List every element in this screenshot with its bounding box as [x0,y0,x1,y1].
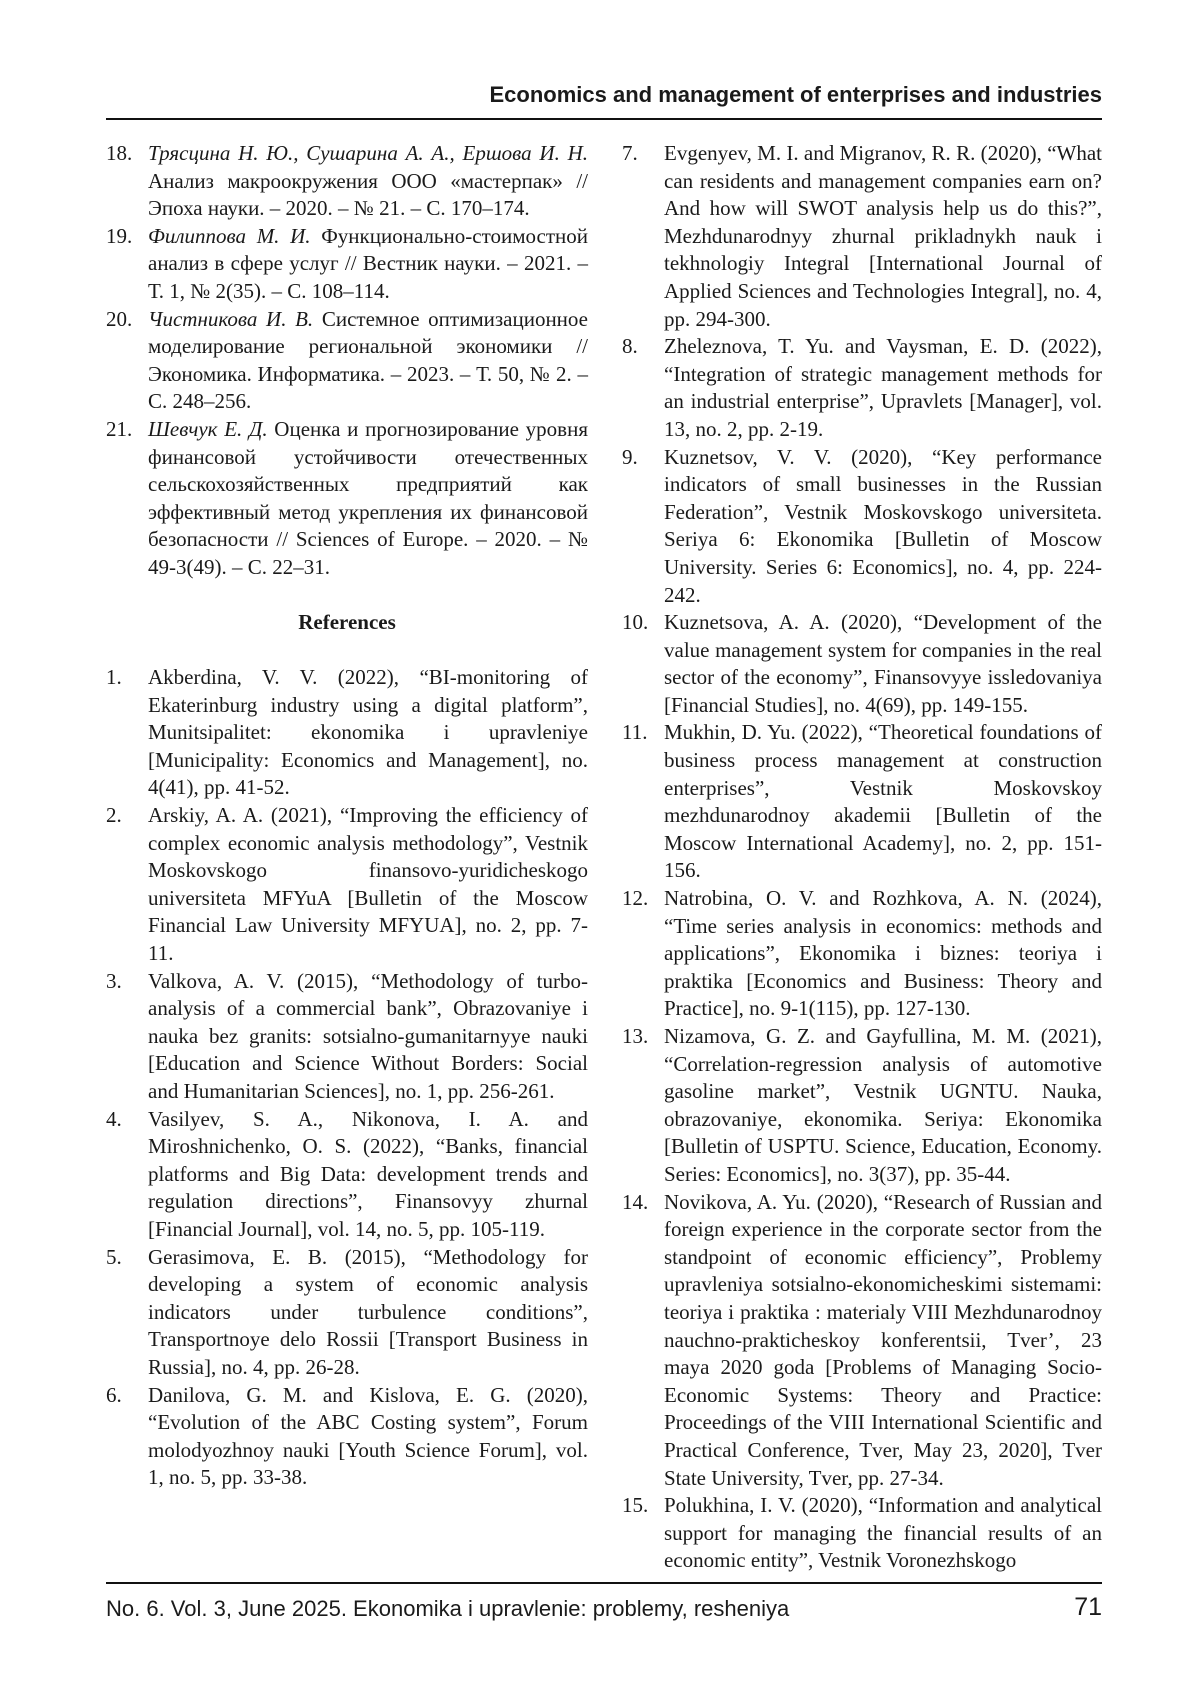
reference-number: 15. [622,1493,649,1518]
reference-number: 11. [622,720,648,745]
reference-number: 12. [622,886,649,911]
reference-body: Оценка и прогнозирование уровня финансовой устойчивости отечественных сельскохозяйственных предприятий как эффективный метод укрепления их финансовой безопасности // Sciences of Europe. – 2020. – № 49-3(49). – С. 22–31. [148,416,588,579]
reference-item [106,306,588,416]
reference-item [106,1244,588,1382]
reference-text: Arskiy, A. A. (2021), “Improving the efficiency of complex economic analysis methodology”, Vestnik Moskovskogo finansovo-yuridicheskogo universiteta MFYuA [Bulletin of the Moscow Financial Law University MFYUA], no. 2, pp. 7-11. [148,803,588,966]
running-header: Economics and management of enterprises and industries [106,82,1102,120]
reference-item [622,444,1102,610]
reference-item [622,719,1102,885]
reference-item [622,885,1102,1023]
reference-number: 3. [106,968,122,993]
reference-text: Novikova, A. Yu. (2020), “Research of Russian and foreign experience in the corporate sector from the standpoint of economic efficiency”, Problemy upravleniya sotsialno-ekonomicheskimi sistemami: teoriya i praktika : materialy VIII Mezhdunarodnoy nauchno-prakticheskoy konferentsii, Tver’, 23 maya 2020 goda [Problems of Managing Socio-Economic Systems: Theory and Practice: Proceedings of the VIII International Scientific and Practical Conference, Tver, May 23, 2020], Tver State University, Tver, pp. 27-34. [664,1189,1102,1490]
reference-number: 10. [622,610,649,635]
reference-text: Zheleznova, T. Yu. and Vaysman, E. D. (2022), “Integration of strategic management methods for an industrial enterprise”, Upravlets [Manager], vol. 13, no. 2, pp. 2-19. [664,334,1102,441]
reference-authors: Филиппова М. И. [148,223,311,248]
reference-number: 4. [106,1106,122,1131]
reference-number: 13. [622,1024,649,1048]
reference-number: 2. [106,803,122,828]
reference-item [106,664,588,802]
reference-number: 20. [106,306,133,331]
page-number: 71 [1074,1593,1102,1621]
reference-number: 14. [622,1189,649,1214]
reference-text: Polukhina, I. V. (2020), “Information and analytical support for managing the financial results of an economic entity”, Vestnik Voronezhskogo [664,1493,1102,1573]
reference-number: 5. [106,1244,122,1269]
reference-item [106,223,588,306]
reference-number: 18. [106,141,133,165]
reference-text: Natrobina, O. V. and Rozhkova, A. N. (2024), “Time series analysis in economics: methods and applications”, Ekonomika i biznes: teoriya i praktika [Economics and Business: Theory and Practice], no. 9-1(115), pp. 127-130. [664,886,1102,1021]
reference-text: Mukhin, D. Yu. (2022), “Theoretical foundations of business process management at construction enterprises”, Vestnik Moskovskoy mezhdunarodnoy akademii [Bulletin of the Moscow International Academy], no. 2, pp. 151-156. [664,720,1102,883]
reference-text: Evgenyev, M. I. and Migranov, R. R. (2020), “What can residents and management companies earn on? And how will SWOT analysis help us do this?”, Mezhdunarodnyy zhurnal prikladnykh nauk i tekhnologiy Integral [International Journal of Applied Sciences and Technologies Integral], no. 4, pp. 294-300. [664,141,1102,331]
reference-item [622,1023,1102,1189]
reference-item [622,140,1102,333]
reference-number: 7. [622,141,638,165]
reference-authors: Трясцина Н. Ю., Сушарина А. А., Ершова И. Н. [148,141,588,165]
right-column [622,140,1102,1575]
russian-reference-list [106,140,588,582]
english-reference-list-left [106,664,588,1492]
left-column [106,140,588,1492]
reference-number: 6. [106,1382,122,1407]
reference-body: Функционально-стоимостной анализ в сфере услуг // Вестник науки. – 2021. – Т. 1, № 2(35). – С. 108–114. [148,223,588,303]
reference-text: Valkova, A. V. (2015), “Methodology of turbo-analysis of a commercial bank”, Obrazovaniye i nauka bez granits: sotsialno-gumanitarnyye nauki [Education and Science Without Borders: Social and Humanitarian Sciences], no. 1, pp. 256-261. [148,968,588,1103]
reference-number: 21. [106,416,133,441]
reference-item [106,416,588,582]
reference-authors: Шевчук Е. Д. [148,416,268,441]
reference-body: Системное оптимизационное моделирование региональной экономики // Экономика. Информатика. – 2023. – Т. 50, № 2. – С. 248–256. [148,306,588,414]
footer-journal-line: No. 6. Vol. 3, June 2025. Ekonomika i upravlenie: problemy, resheniya [106,1596,790,1621]
reference-authors: Чистникова И. В. [148,306,314,331]
reference-item [106,968,588,1106]
reference-item [622,333,1102,443]
reference-item [106,802,588,968]
reference-text: Akberdina, V. V. (2022), “BI-monitoring of Ekaterinburg industry using a digital platform”, Munitsipalitet: ekonomika i upravleniye [Municipality: Economics and Management], no. 4(41), pp. 41-52. [148,665,588,800]
reference-item [622,1189,1102,1493]
reference-text: Danilova, G. M. and Kislova, E. G. (2020), “Evolution of the ABC Costing system”, Forum molodyozhnoy nauki [Youth Science Forum], vol. 1, no. 5, pp. 33-38. [148,1382,588,1490]
reference-text: Gerasimova, E. B. (2015), “Methodology for developing a system of economic analysis indicators under turbulence conditions”, Transportnoye delo Rossii [Transport Business in Russia], no. 4, pp. 26-28. [148,1244,588,1379]
reference-text: Kuznetsov, V. V. (2020), “Key performance indicators of small businesses in the Russian Federation”, Vestnik Moskovskogo universiteta. Seriya 6: Ekonomika [Bulletin of Moscow University. Series 6: Economics], no. 4, pp. 224-242. [664,444,1102,607]
reference-number: 9. [622,444,638,469]
reference-item [622,609,1102,719]
reference-text [148,223,588,306]
reference-item [622,1492,1102,1575]
footer-rule [106,1582,1102,1584]
english-reference-list-right [622,140,1102,1575]
reference-number: 8. [622,334,638,359]
reference-text: Vasilyev, S. A., Nikonova, I. A. and Miroshnichenko, O. S. (2022), “Banks, financial platforms and Big Data: development trends and regulation directions”, Finansovyy zhurnal [Financial Journal], vol. 14, no. 5, pp. 105-119. [148,1106,588,1241]
reference-item [106,1382,588,1492]
reference-item [106,140,588,223]
references-heading: References [298,609,396,634]
reference-text: Nizamova, G. Z. and Gayfullina, M. M. (2021), “Correlation-regression analysis of automotive gasoline market”, Vestnik UGNTU. Nauka, obrazovaniye, ekonomika. Seriya: Ekonomika [Bulletin of USPTU. Science, Education, Economy. Series: Economics], no. 3(37), pp. 35-44. [664,1024,1102,1186]
reference-text [148,416,588,582]
reference-number: 19. [106,223,133,248]
reference-text: Kuznetsova, A. A. (2020), “Development of the value management system for companies in the real sector of the economy”, Finansovyye issledovaniya [Financial Studies], no. 4(69), pp. 149-155. [664,610,1102,717]
reference-item [106,1106,588,1244]
reference-text [148,306,588,416]
reference-body: Анализ макроокружения ООО «мастерпак» // Эпоха науки. – 2020. – № 21. – С. 170–174. [148,168,588,221]
reference-number: 1. [106,665,122,690]
reference-text [148,140,588,223]
